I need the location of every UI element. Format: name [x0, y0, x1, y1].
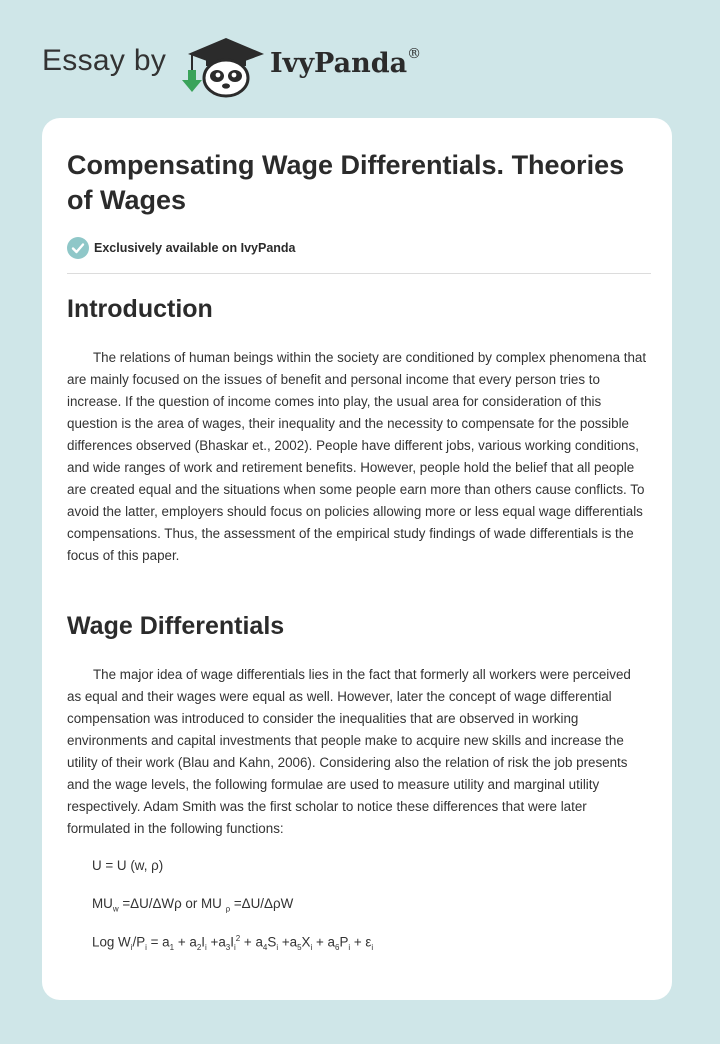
section-heading-introduction: Introduction — [67, 295, 213, 323]
essay-card — [42, 118, 672, 1000]
section-body-wage-differentials: The major idea of wage differentials lies in the fact that formerly all workers were perceived as equal and their wages were equal as well. However, later the concept of wage differential compensation was introduced to consider the inequalities that are observed in working environments and capital investments that people make to acquire new skills and increase the utility of their work (Blau and Kahn, 2006). Considering also the relation of risk the job presents and the wage levels, the following formulae are used to measure utility and marginal utility respectively. Adam Smith was the first scholar to notice these differences that were later formulated in the following functions: — [67, 667, 631, 836]
section-heading-wage-differentials: Wage Differentials — [67, 612, 285, 640]
exclusive-badge — [67, 237, 296, 259]
essay-by-label: Essay by — [42, 44, 167, 77]
check-circle-icon — [67, 237, 89, 259]
site-header — [42, 30, 682, 100]
section-body-introduction: The relations of human beings within the society are conditioned by complex phenomena that are mainly focused on the issues of benefit and personal income that every person tries to increase. If the question of income comes into play, the usual area for consideration of this question is the area of wages, their inequality and the necessity to compensate for the possible differences observed (Bhaskar et., 2002). People have different jobs, various working conditions, and wide ranges of work and retirement benefits. However, people hold the belief that all people are created equal and the situations when some people earn more than others cause conflicts. To avoid the latter, employers should focus on policies allowing more or less equal wage differentials compensations. Thus, the assessment of the empirical study findings of wade differentials is the focus of this paper. — [67, 350, 647, 563]
formula-marginal-utility: $MU_w =\Delta U/\Delta W\rho$ or MU $_\rho$ =ΔU/ΔρW — [92, 896, 294, 914]
formula-utility: U = U (w, ρ) — [92, 858, 164, 873]
essay-title: Compensating Wage Differentials. Theories of Wages — [67, 150, 625, 215]
panda-graduation-cap-icon[interactable] — [180, 32, 266, 98]
exclusive-badge-label: Exclusively available on IvyPanda — [94, 241, 296, 255]
formula-log-wage: Log $W_i/P_i = a_1 + a_2I_i +a_3I_i^2 + a_4S_i +a_5X_i + a_6P_i + \varepsilon_i$ — [92, 934, 374, 953]
brand-logo-text[interactable]: IvyPanda® — [270, 46, 422, 79]
title-divider — [67, 273, 651, 274]
